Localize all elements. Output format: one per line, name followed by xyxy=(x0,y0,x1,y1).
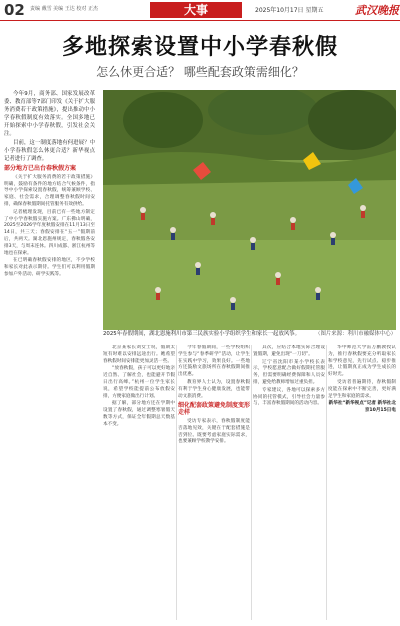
body-paragraph: “放春秋假，孩子可以更好地亲近自然、了解社会，也能避开节假日出行高峰。”杭州一位学生家长说，希望学校能提前公布放假安排，方便家庭做出行计划。 xyxy=(103,366,175,399)
caption-text: 2025年春假期间，湖北恩施利川市第三民族实验小学组织学生和家长一起放风筝。 xyxy=(103,331,301,337)
body-paragraph: 今年春假期间，一些学校组织学生参与“春季研学”活动，让学生在实践中学习，效果良好。一些地方还鼓励文旅场所在春秋假期间推出优惠。 xyxy=(178,345,250,378)
intro-paragraph: 今年9月，商务部、国家发展改革委、教育部等7部门印发《关于扩大服务消费若干政策措施》，提出推动中小学春秋假制度有效落实。全国多地已开始探索中小学春秋假，引发社会关注。 xyxy=(4,91,95,137)
editor-credits: 责编 戴雪 美编 王达 校对 正杰 xyxy=(30,6,98,12)
page-number: 02 xyxy=(4,1,25,19)
article-headline: 多地探索设置中小学春秋假 xyxy=(61,35,338,60)
article-subheadline: 怎么休更合适？ 哪些配套政策需细化？ xyxy=(96,65,304,79)
body-paragraph: 其次，应结合本地实际合理设置假期，避免出现“一刀切”。 xyxy=(253,345,325,357)
article-column-2 xyxy=(103,345,175,620)
section-subtitle: 部分地方已出台春秋假方案 xyxy=(4,165,77,172)
article-byline: 新华社“新华视点”记者 新华社北京10月15日电 xyxy=(328,401,396,414)
article-column-4 xyxy=(253,345,325,620)
body-paragraph: 华中师范大学雷万鹏教授认为，推行春秋假要充分听取家长和学校意见，先行试点、稳步推进，让假期真正成为学生成长的好时光。 xyxy=(328,345,396,378)
section-tag: 大事 xyxy=(150,2,242,18)
page-header xyxy=(0,0,400,21)
column-divider xyxy=(176,345,177,620)
intro-paragraph: 目前，这一制度落地有何进展？中小学春秋假怎么休更合适？新华视点记者进行了调查。 xyxy=(4,140,95,162)
body-paragraph: 北京某家长刘女士说，假期太短有时难以安排远途出行。她希望春秋假时间安排能更加灵活一些。 xyxy=(103,345,175,364)
section-subtitle: 细化配套政策避免制度变形走样 xyxy=(178,402,250,417)
news-photo xyxy=(103,90,396,330)
body-paragraph: 受访者普遍期待，春秋假制度能在探索中不断完善，更好满足学生和家庭的需求。 xyxy=(328,379,396,399)
body-paragraph: 受访专家表示，春秋假制度能否落地见效，关键在于配套措施是否到位。既要考虑家庭实际需求，也要兼顾学校教学安排。 xyxy=(178,418,250,445)
article-column-5 xyxy=(328,345,396,620)
photo-caption xyxy=(103,331,396,338)
column-divider xyxy=(326,345,327,620)
body-paragraph: 专家建议，各地可以探索多方协同的托管模式，引导社会力量参与，丰富春秋假期间的活动内容。 xyxy=(253,387,325,407)
issue-date: 2025年10月17日 星期五 xyxy=(255,7,324,14)
body-paragraph: 辽宁省沈阳市某小学校长表示，学校愿意配合做好假期托管服务，但需要明确经费保障和人员安排，避免给教师增加过重负担。 xyxy=(253,359,325,385)
photo-credit: （图片来源：利川市融媒体中心） xyxy=(315,331,396,337)
article-column-3 xyxy=(178,345,250,620)
body-paragraph: 在已明确春秋假安排的地区，不少学校和家长对此表示期待。学生们可以利用假期参加户外活动、研学实践等。 xyxy=(4,258,95,277)
body-paragraph: 教育界人士认为，设置春秋假有利于学生身心健康发展，也能带动文旅消费。 xyxy=(178,379,250,399)
newspaper-masthead: 武汉晚报 xyxy=(355,4,399,17)
kite-flying-photo xyxy=(103,90,396,330)
body-paragraph: 据了解，部分地方还在学期中设置了春秋假，通过调整寒暑假天数等方式，保证全年假期总天数基本不变。 xyxy=(103,401,175,427)
body-paragraph: 记者梳理发现，目前已有一些地方制定了中小学春秋假实施方案。广东佛山明确，2025至2026学年度秋假安排在11月13日至14日，共三天；春假安排在“五一”假期前后，共两天。湖北恩施州规定，春秋假各安排3天，与周末连休。四川成都、浙江杭州等地也在探索。 xyxy=(4,209,95,256)
body-paragraph: 《关于扩大服务消费的若干政策措施》明确，鼓励有条件的地方结合气候条件，指导中小学探索设置春秋假，统筹兼顾学校、家庭、社会需求，合理调整春秋假时间安排，确保春秋假期间托管服务有效供给。 xyxy=(4,174,95,207)
article-column-1 xyxy=(4,90,95,620)
column-divider xyxy=(251,345,252,620)
